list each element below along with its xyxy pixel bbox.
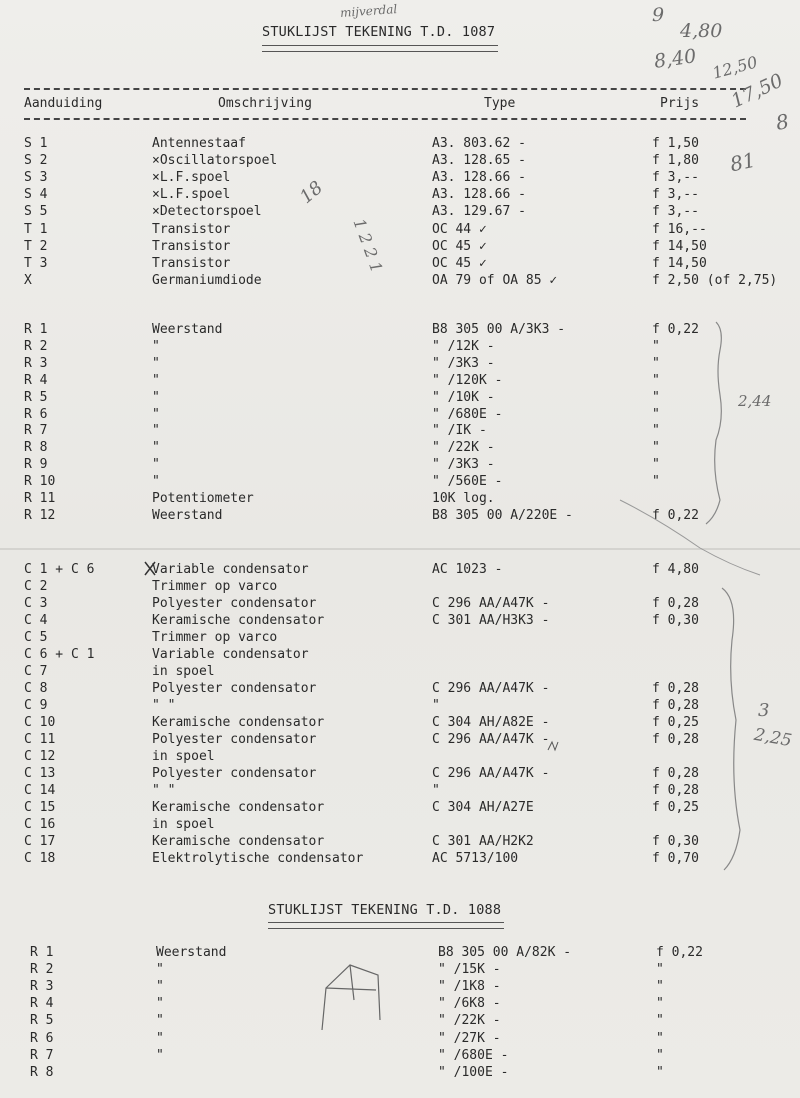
cell-desc: " " <box>152 698 176 713</box>
cell-price: f 3,-- <box>652 187 699 203</box>
cell-desc: " <box>156 996 164 1012</box>
x-mark <box>145 562 155 575</box>
cell-price: " <box>652 474 660 490</box>
cell-code: S 2 <box>24 153 48 169</box>
cell-code: R 7 <box>24 423 48 439</box>
cell-type: 10K log. <box>432 491 495 506</box>
cell-type: A3. 128.66 - <box>432 170 526 186</box>
cell-price: " <box>656 996 664 1012</box>
cell-code: R 9 <box>24 457 48 473</box>
cell-type: " /560E - <box>432 474 503 490</box>
cell-price: " <box>652 355 660 371</box>
cell-desc: Keramische condensator <box>152 800 325 815</box>
cell-code: C 7 <box>24 664 48 679</box>
cell-type: " /3K3 - <box>432 457 495 473</box>
cell-type: " /120K - <box>432 372 503 388</box>
cell-price: " <box>652 389 660 405</box>
cell-code: R 8 <box>24 440 48 456</box>
cell-type: " /680E - <box>438 1047 509 1063</box>
cell-code: C 15 <box>24 800 56 815</box>
cell-price: " <box>652 423 660 439</box>
cell-type: " /15K - <box>438 962 501 978</box>
cell-code: S 4 <box>24 187 48 203</box>
cell-price: " <box>652 440 660 456</box>
cell-price: " <box>656 1013 664 1029</box>
cell-type: " /22K - <box>438 1013 501 1029</box>
cell-code: C 1 + C 6 <box>24 562 95 577</box>
cell-code: R 11 <box>24 491 56 506</box>
cell-desc: Elektrolytische condensator <box>152 851 364 866</box>
cell-price: f 0,25 <box>652 715 699 730</box>
cell-price: " <box>652 338 660 354</box>
cell-code: R 2 <box>30 962 54 978</box>
cell-type: " /27K - <box>438 1030 501 1046</box>
title-td-1087: STUKLIJST TEKENING T.D. 1087 <box>262 24 496 40</box>
ink-tick <box>548 742 558 750</box>
cell-code: C 12 <box>24 749 56 764</box>
cell-desc: Germaniumdiode <box>152 272 262 288</box>
cell-desc: " <box>156 1013 164 1029</box>
cell-desc: " <box>152 355 160 371</box>
cell-type: " /680E - <box>432 406 503 422</box>
cell-desc: " " <box>152 783 176 798</box>
cell-type: " /12K - <box>432 338 495 354</box>
cell-desc: Keramische condensator <box>152 613 325 628</box>
cell-price: f 0,70 <box>652 851 699 866</box>
cell-price: f 0,28 <box>652 698 699 713</box>
cell-code: C 3 <box>24 596 48 611</box>
cell-code: R 3 <box>30 979 54 995</box>
cell-desc: ×Oscillatorspoel <box>152 153 278 169</box>
cell-price: f 16,-- <box>652 221 707 237</box>
cell-type: C 304 AH/A82E - <box>432 715 550 730</box>
cell-code: T 2 <box>24 238 48 254</box>
cell-desc: Trimmer op varco <box>152 579 278 594</box>
cell-desc: Variable condensator <box>152 647 309 662</box>
cell-code: T 1 <box>24 221 48 237</box>
cell-type: C 301 AA/H3K3 - <box>432 613 550 628</box>
header-type: Type <box>484 96 516 111</box>
cell-code: C 5 <box>24 630 48 645</box>
handwritten-subtotal: 2,44 <box>738 392 772 410</box>
cell-code: C 2 <box>24 579 48 594</box>
cell-type: C 304 AH/A27E <box>432 800 534 815</box>
cell-price: f 0,22 <box>652 507 699 523</box>
handwritten-number: 12,50 <box>710 52 760 83</box>
cell-desc: in spoel <box>152 749 215 764</box>
cell-price: f 4,80 <box>652 562 699 577</box>
cell-desc: in spoel <box>152 817 215 832</box>
pencil-line <box>620 500 760 575</box>
cell-type: C 296 AA/A47K - <box>432 681 550 696</box>
cell-desc: " <box>156 1030 164 1046</box>
cell-desc: ×Detectorspoel <box>152 204 262 220</box>
cell-code: R 1 <box>24 322 48 337</box>
cell-type: B8 305 00 A/82K - <box>438 945 572 960</box>
cell-type: AC 5713/100 <box>432 851 519 866</box>
cell-type: A3. 128.65 - <box>432 153 526 169</box>
cell-type: A3. 128.66 - <box>432 187 526 203</box>
cell-type: OC 44 ✓ <box>432 221 487 237</box>
cell-code: R 5 <box>24 389 48 405</box>
header-description: Omschrijving <box>218 96 312 111</box>
cell-type: A3. 129.67 - <box>432 204 526 220</box>
cell-code: C 4 <box>24 613 48 628</box>
cell-code: R 8 <box>30 1064 54 1080</box>
cell-desc: " <box>156 1047 164 1063</box>
cell-type: " /IK - <box>432 423 487 439</box>
resistor-brace-mark <box>706 322 721 524</box>
cell-desc: Trimmer op varco <box>152 630 278 645</box>
cell-code: R 6 <box>24 406 48 422</box>
cell-type: C 296 AA/A47K - <box>432 596 550 611</box>
cell-code: S 5 <box>24 204 48 220</box>
cell-code: R 10 <box>24 474 56 490</box>
cell-type: " <box>432 698 440 713</box>
cell-code: R 4 <box>24 372 48 388</box>
cell-type: " /10K - <box>432 389 495 405</box>
cell-desc: Weerstand <box>152 507 223 523</box>
cell-code: T 3 <box>24 255 48 271</box>
cell-type: C 296 AA/A47K - <box>432 732 550 747</box>
cell-desc: " <box>152 338 160 354</box>
cell-price: f 1,50 <box>652 136 699 151</box>
handwritten-note: 18 <box>295 177 327 208</box>
cell-price: " <box>656 1030 664 1046</box>
cell-code: R 4 <box>30 996 54 1012</box>
handwritten-number: 17,50 <box>727 69 787 113</box>
cell-code: R 3 <box>24 355 48 371</box>
cell-desc: " <box>156 979 164 995</box>
cell-price: f 0,22 <box>656 945 703 960</box>
cell-price: f 1,80 <box>652 153 699 169</box>
cell-price: " <box>652 406 660 422</box>
cell-price: f 3,-- <box>652 170 699 186</box>
cell-code: R 1 <box>30 945 54 960</box>
cell-desc: Keramische condensator <box>152 715 325 730</box>
cell-price: " <box>656 1064 664 1080</box>
cell-code: C 10 <box>24 715 56 730</box>
handwritten-number: 8 <box>774 109 791 135</box>
cell-price: " <box>656 962 664 978</box>
cell-type: A3. 803.62 - <box>432 136 526 151</box>
cell-code: C 9 <box>24 698 48 713</box>
cell-code: R 6 <box>30 1030 54 1046</box>
cell-price: f 0,30 <box>652 613 699 628</box>
cell-code: C 17 <box>24 834 56 849</box>
cell-price: " <box>656 1047 664 1063</box>
capacitor-brace-mark <box>722 588 740 870</box>
cell-desc: Keramische condensator <box>152 834 325 849</box>
cell-code: R 5 <box>30 1013 54 1029</box>
cell-code: C 16 <box>24 817 56 832</box>
cell-desc: " <box>152 406 160 422</box>
cell-price: " <box>652 457 660 473</box>
cell-desc: Antennestaaf <box>152 136 246 151</box>
cell-code: X <box>24 272 32 288</box>
cell-price: f 0,28 <box>652 732 699 747</box>
cell-price: f 0,28 <box>652 681 699 696</box>
cell-type: C 296 AA/A47K - <box>432 766 550 781</box>
cell-type: C 301 AA/H2K2 <box>432 834 534 849</box>
cell-desc: ×L.F.spoel <box>152 170 231 186</box>
header-price: Prijs <box>660 96 700 111</box>
cell-type: " <box>432 783 440 798</box>
cell-desc: Weerstand <box>152 322 223 337</box>
cell-code: S 3 <box>24 170 48 186</box>
cell-type: " /22K - <box>432 440 495 456</box>
cell-code: R 7 <box>30 1047 54 1063</box>
cell-desc: " <box>152 423 160 439</box>
cell-price: f 14,50 <box>652 255 707 271</box>
cell-type: OC 45 ✓ <box>432 255 487 271</box>
cell-desc: Polyester condensator <box>152 681 317 696</box>
cell-code: C 8 <box>24 681 48 696</box>
cell-type: B8 305 00 A/3K3 - <box>432 322 566 337</box>
cell-desc: Transistor <box>152 255 231 271</box>
handwritten-number: 4,80 <box>680 20 723 42</box>
cell-desc: Transistor <box>152 238 231 254</box>
handwritten-subtotal: 2,25 <box>752 724 794 752</box>
cell-desc: Transistor <box>152 221 231 237</box>
cell-code: C 6 + C 1 <box>24 647 95 662</box>
cell-price: f 0,30 <box>652 834 699 849</box>
cell-desc: Polyester condensator <box>152 732 317 747</box>
title-td-1088: STUKLIJST TEKENING T.D. 1088 <box>268 902 502 918</box>
cell-desc: " <box>152 372 160 388</box>
cell-code: R 2 <box>24 338 48 354</box>
cell-desc: Polyester condensator <box>152 596 317 611</box>
cell-type: " /100E - <box>438 1064 509 1080</box>
cell-code: C 13 <box>24 766 56 781</box>
handwritten-number: 8,40 <box>652 45 698 73</box>
cell-desc: Variable condensator <box>152 562 309 577</box>
cell-price: f 2,50 (of 2,75) <box>652 272 778 288</box>
cell-type: OC 45 ✓ <box>432 238 487 254</box>
cell-price: " <box>652 372 660 388</box>
cell-type: B8 305 00 A/220E - <box>432 507 573 523</box>
handwritten-note: 3 <box>758 700 770 721</box>
cell-desc: in spoel <box>152 664 215 679</box>
cell-price: f 3,-- <box>652 204 699 220</box>
cell-desc: " <box>156 962 164 978</box>
handwritten-slashes: 1 2 2 1 <box>349 215 387 276</box>
house-sketch <box>322 965 380 1030</box>
cell-desc: ×L.F.spoel <box>152 187 231 203</box>
cell-desc: " <box>152 457 160 473</box>
header-code: Aanduiding <box>24 96 103 111</box>
cell-code: R 12 <box>24 507 56 523</box>
cell-type: " /6K8 - <box>438 996 501 1012</box>
cell-desc: Potentiometer <box>152 491 254 506</box>
cell-price: f 14,50 <box>652 238 707 254</box>
cell-desc: " <box>152 440 160 456</box>
cell-desc: " <box>152 474 160 490</box>
cell-price: f 0,28 <box>652 766 699 781</box>
cell-price: " <box>656 979 664 995</box>
cell-type: " /3K3 - <box>432 355 495 371</box>
cell-price: f 0,25 <box>652 800 699 815</box>
cell-code: C 14 <box>24 783 56 798</box>
cell-price: f 0,28 <box>652 596 699 611</box>
handwritten-number: 9 <box>652 4 665 26</box>
cell-desc: " <box>152 389 160 405</box>
cell-code: S 1 <box>24 136 48 151</box>
cell-desc: Weerstand <box>156 945 227 960</box>
cell-desc: Polyester condensator <box>152 766 317 781</box>
cell-price: f 0,28 <box>652 783 699 798</box>
cell-type: " /1K8 - <box>438 979 501 995</box>
cell-type: OA 79 of OA 85 ✓ <box>432 272 558 288</box>
handwritten-number: 81 <box>727 147 758 177</box>
handwritten-note-top: mijverdal <box>339 2 398 20</box>
cell-price: f 0,22 <box>652 322 699 337</box>
cell-code: C 18 <box>24 851 56 866</box>
cell-type: AC 1023 - <box>432 562 503 577</box>
cell-code: C 11 <box>24 732 56 747</box>
